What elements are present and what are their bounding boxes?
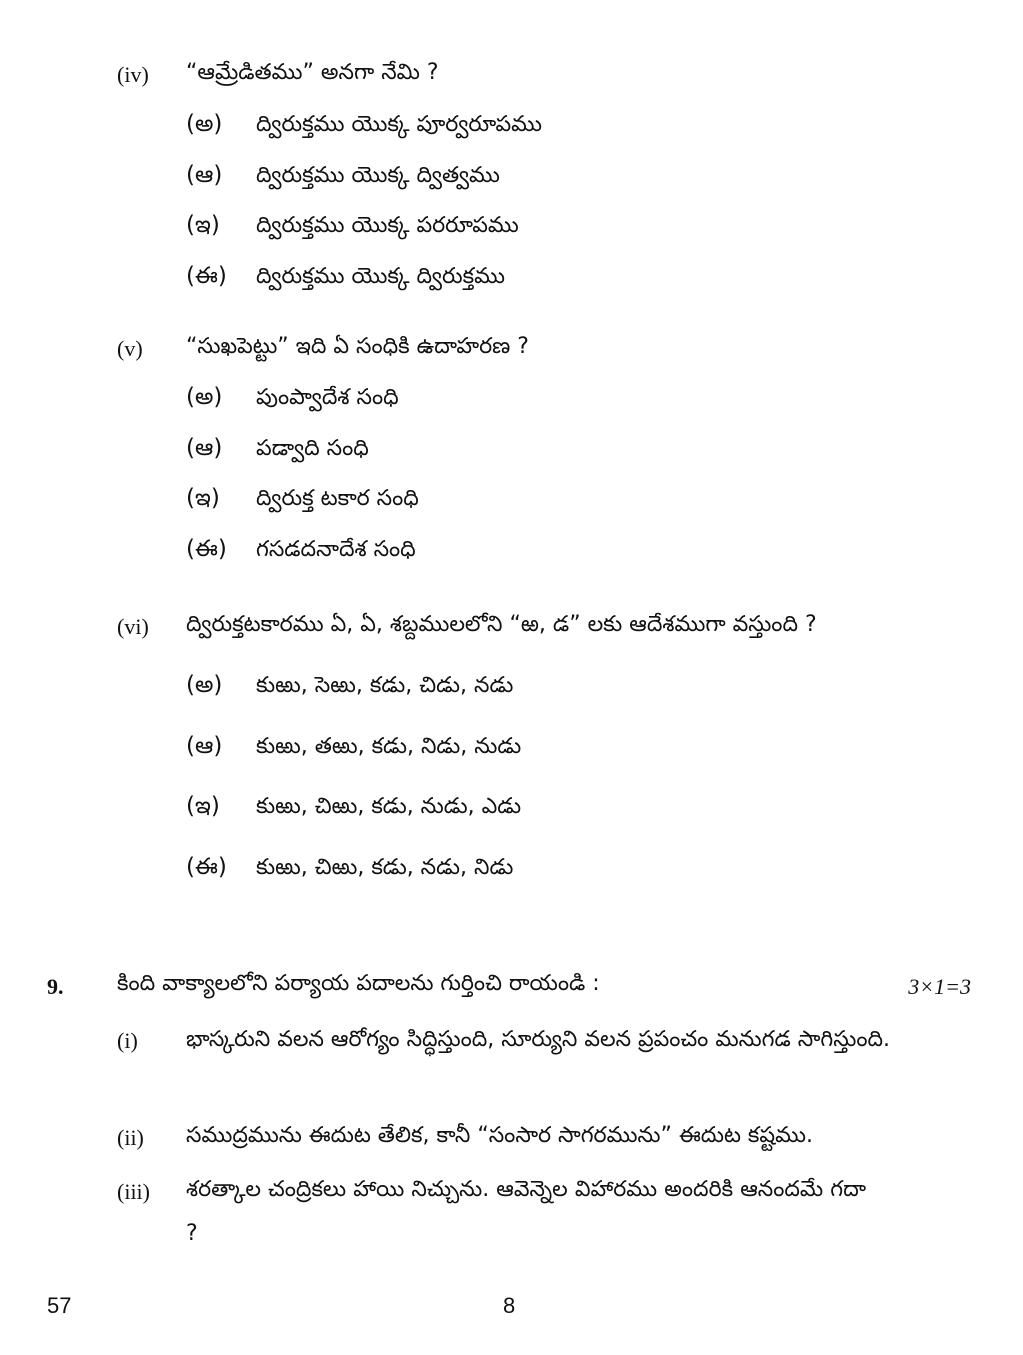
part-number: (vi): [117, 614, 149, 639]
part-number: (i): [117, 1028, 138, 1053]
option-text: కుఱు, సెఱు, కడు, చిడు, నడు: [256, 673, 514, 698]
question-text: “ఆమ్రేడితము” అనగా నేమి ?: [186, 60, 439, 85]
part-number: (ii): [117, 1125, 144, 1150]
option-text: ద్విరుక్తము యొక్క ద్విత్వము: [256, 163, 500, 188]
option-label: (అ): [186, 111, 223, 137]
page-number: 8: [503, 1293, 516, 1318]
option-text: పుంప్వాదేశ సంధి: [256, 385, 399, 410]
part-number: (v): [117, 336, 143, 361]
question-text: “సుఖపెట్టు” ఇది ఏ సంధికి ఉదాహరణ ?: [186, 334, 529, 359]
option-label: (అ): [186, 384, 223, 410]
sentence-text: సముద్రమును ఈదుట తేలిక, కానీ “సంసార సాగరమును” ఈదుట కష్టము.: [186, 1123, 813, 1148]
part-number: (iv): [117, 62, 149, 87]
question-text: కింది వాక్యాలలోని పర్యాయ పదాలను గుర్తించి రాయండి :: [117, 971, 600, 996]
option-text: పడ్వాది సంధి: [256, 436, 369, 461]
option-label: (ఇ): [186, 212, 220, 238]
option-label: (ఆ): [186, 435, 223, 461]
option-text: గసడదనాదేశ సంధి: [256, 537, 416, 562]
sentence-text: శరత్కాల చంద్రికలు హాయి నిచ్చును. ఆవెన్నెల విహారము అందరికి ఆనందమే గదా ?: [186, 1177, 866, 1246]
option-text: ద్విరుక్తము యొక్క పరరూపము: [256, 213, 519, 238]
option-text: కుఱు, తఱు, కడు, నిడు, నుడు: [256, 734, 522, 759]
option-label: (ఇ): [186, 485, 220, 511]
question-text: ద్విరుక్తటకారము ఏ, ఏ, శబ్దములలోని “ఱ, డ” లకు ఆదేశముగా వస్తుంది ?: [186, 612, 817, 637]
option-label: (అ): [186, 672, 223, 698]
option-text: కుఱు, చిఱు, కడు, నడు, నిడు: [256, 855, 514, 880]
option-label: (ఇ): [186, 793, 220, 819]
option-label: (ఆ): [186, 733, 223, 759]
option-label: (ఈ): [186, 263, 227, 289]
option-label: (ఈ): [186, 854, 227, 880]
option-label: (ఈ): [186, 536, 227, 562]
option-text: ద్విరుక్తము యొక్క పూర్వరూపము: [256, 112, 542, 137]
part-number: (iii): [117, 1179, 150, 1204]
sentence-text: భాస్కరుని వలన ఆరోగ్యం సిద్ధిస్తుంది, సూర్యుని వలన ప్రపంచం మనుగడ సాగిస్తుంది.: [186, 1027, 890, 1052]
option-text: ద్విరుక్త టకార సంధి: [256, 486, 419, 511]
option-text: కుఱు, చిఱు, కడు, నుడు, ఎడు: [256, 794, 522, 819]
question-number: 9.: [47, 974, 64, 999]
option-label: (ఆ): [186, 162, 223, 188]
option-text: ద్విరుక్తము యొక్క ద్విరుక్తము: [256, 264, 505, 289]
marks-allocation: 3×1=3: [908, 974, 971, 999]
paper-code: 57: [47, 1293, 72, 1318]
